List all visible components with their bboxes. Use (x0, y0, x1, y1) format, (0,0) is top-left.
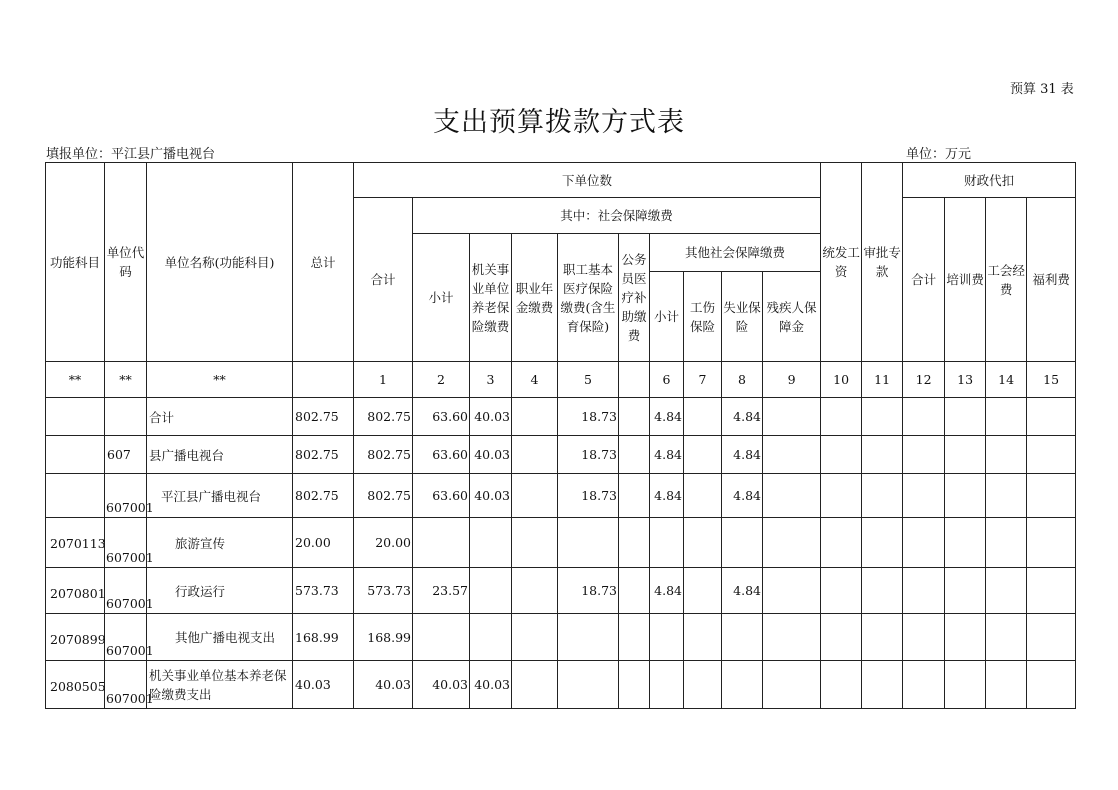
unified-wage-value (821, 474, 862, 518)
header-other-subtotal: 小计 (650, 272, 684, 362)
civil-medical-value (619, 568, 650, 614)
table-row (46, 614, 1076, 661)
union-value (986, 398, 1027, 436)
col-number: ** (105, 362, 147, 398)
func-code (46, 474, 105, 518)
table-row (46, 568, 1076, 614)
header-total: 总计 (293, 163, 354, 362)
col-number: 5 (558, 362, 619, 398)
disabled-value (763, 436, 821, 474)
header-welfare: 福利费 (1027, 198, 1076, 362)
training-value (945, 436, 986, 474)
total-value: 168.99 (293, 614, 354, 661)
col-number: ** (147, 362, 293, 398)
special-approval-value (862, 474, 903, 518)
unit-name: 机关事业单位基本养老保险缴费支出 (147, 661, 293, 709)
training-value (945, 474, 986, 518)
special-approval-value (862, 518, 903, 568)
col-number (619, 362, 650, 398)
subtotal-value (413, 518, 470, 568)
unemployment-value: 4.84 (722, 474, 763, 518)
header-other-social: 其他社会保障缴费 (650, 234, 821, 272)
training-value (945, 398, 986, 436)
func-code: 2080505 (46, 661, 105, 709)
training-value (945, 661, 986, 709)
page-title: 支出预算拨款方式表 (433, 107, 685, 138)
unit-code: 607001 (105, 614, 147, 661)
reporting-unit: 填报单位：平江县广播电视台 (46, 147, 216, 162)
header-injury: 工伤保险 (684, 272, 722, 362)
union-value (986, 474, 1027, 518)
other-subtotal-value: 4.84 (650, 568, 684, 614)
header-special-approval: 审批专款 (862, 163, 903, 362)
unit-code: 607001 (105, 661, 147, 709)
header-lower-units: 下单位数 (354, 163, 821, 198)
total-value: 573.73 (293, 568, 354, 614)
col-number: 1 (354, 362, 413, 398)
unit-name: 合计 (147, 398, 293, 436)
func-code: 2070801 (46, 568, 105, 614)
unemployment-value: 4.84 (722, 398, 763, 436)
col-number: ** (46, 362, 105, 398)
total-value: 40.03 (293, 661, 354, 709)
unit-name: 平江县广播电视台 (147, 474, 293, 518)
subtotal-value: 63.60 (413, 436, 470, 474)
pension-value: 40.03 (470, 661, 512, 709)
lower-total-value: 168.99 (354, 614, 413, 661)
training-value (945, 568, 986, 614)
table-row (46, 436, 1076, 474)
unit-name: 旅游宣传 (147, 518, 293, 568)
budget-table (45, 162, 1076, 709)
pension-value (470, 568, 512, 614)
subtotal-value: 63.60 (413, 398, 470, 436)
fiscal-total-value (903, 518, 945, 568)
medical-value (558, 661, 619, 709)
pension-value (470, 614, 512, 661)
annuity-value (512, 436, 558, 474)
func-code: 2070113 (46, 518, 105, 568)
func-code (46, 398, 105, 436)
union-value (986, 518, 1027, 568)
special-approval-value (862, 398, 903, 436)
header-social-security: 其中：社会保障缴费 (413, 198, 821, 234)
col-number: 8 (722, 362, 763, 398)
subtotal-value (413, 614, 470, 661)
annuity-value (512, 568, 558, 614)
table-row (46, 398, 1076, 436)
header-unified-wage: 统发工资 (821, 163, 862, 362)
lower-total-value: 802.75 (354, 436, 413, 474)
unit-code: 607001 (105, 474, 147, 518)
injury-value (684, 398, 722, 436)
header-occupational-annuity: 职业年金缴费 (512, 234, 558, 362)
lower-total-value: 40.03 (354, 661, 413, 709)
unified-wage-value (821, 661, 862, 709)
welfare-value (1027, 614, 1076, 661)
table-header (46, 163, 1076, 398)
subtotal-value: 63.60 (413, 474, 470, 518)
pension-value: 40.03 (470, 398, 512, 436)
welfare-value (1027, 398, 1076, 436)
special-approval-value (862, 614, 903, 661)
col-number: 13 (945, 362, 986, 398)
annuity-value (512, 474, 558, 518)
injury-value (684, 568, 722, 614)
disabled-value (763, 518, 821, 568)
lower-total-value: 802.75 (354, 474, 413, 518)
col-number: 10 (821, 362, 862, 398)
fiscal-total-value (903, 614, 945, 661)
pension-value: 40.03 (470, 436, 512, 474)
lower-total-value: 20.00 (354, 518, 413, 568)
civil-medical-value (619, 518, 650, 568)
col-number: 9 (763, 362, 821, 398)
special-approval-value (862, 568, 903, 614)
medical-value: 18.73 (558, 474, 619, 518)
col-number: 15 (1027, 362, 1076, 398)
col-number: 2 (413, 362, 470, 398)
func-code (46, 436, 105, 474)
annuity-value (512, 661, 558, 709)
medical-value (558, 518, 619, 568)
union-value (986, 614, 1027, 661)
welfare-value (1027, 661, 1076, 709)
injury-value (684, 614, 722, 661)
other-subtotal-value: 4.84 (650, 398, 684, 436)
fiscal-total-value (903, 661, 945, 709)
welfare-value (1027, 568, 1076, 614)
pension-value (470, 518, 512, 568)
subtotal-value: 40.03 (413, 661, 470, 709)
disabled-value (763, 398, 821, 436)
header-union: 工会经费 (986, 198, 1027, 362)
unemployment-value: 4.84 (722, 568, 763, 614)
header-lower-total: 合计 (354, 198, 413, 362)
annuity-value (512, 614, 558, 661)
other-subtotal-value (650, 518, 684, 568)
header-civil-medical: 公务员医疗补助缴费 (619, 234, 650, 362)
pension-value: 40.03 (470, 474, 512, 518)
unemployment-value (722, 661, 763, 709)
table-number: 预算 31 表 (1010, 82, 1074, 97)
unit-code (105, 398, 147, 436)
header-training: 培训费 (945, 198, 986, 362)
training-value (945, 614, 986, 661)
header-unit-name: 单位名称(功能科目) (147, 163, 293, 362)
table-row (46, 661, 1076, 709)
civil-medical-value (619, 614, 650, 661)
unified-wage-value (821, 568, 862, 614)
injury-value (684, 661, 722, 709)
injury-value (684, 474, 722, 518)
unit-code: 607001 (105, 518, 147, 568)
total-value: 802.75 (293, 474, 354, 518)
medical-value: 18.73 (558, 436, 619, 474)
total-value: 802.75 (293, 398, 354, 436)
col-number: 11 (862, 362, 903, 398)
unemployment-value (722, 614, 763, 661)
welfare-value (1027, 518, 1076, 568)
annuity-value (512, 398, 558, 436)
subtotal-value: 23.57 (413, 568, 470, 614)
injury-value (684, 518, 722, 568)
total-value: 20.00 (293, 518, 354, 568)
func-code: 2070899 (46, 614, 105, 661)
union-value (986, 568, 1027, 614)
header-func: 功能科目 (46, 163, 105, 362)
header-org-pension: 机关事业单位养老保险缴费 (470, 234, 512, 362)
civil-medical-value (619, 398, 650, 436)
training-value (945, 518, 986, 568)
header-medical: 职工基本医疗保险缴费(含生育保险) (558, 234, 619, 362)
unified-wage-value (821, 436, 862, 474)
col-number: 14 (986, 362, 1027, 398)
medical-value: 18.73 (558, 568, 619, 614)
col-number: 7 (684, 362, 722, 398)
unit-code: 607001 (105, 568, 147, 614)
header-unemployment: 失业保险 (722, 272, 763, 362)
disabled-value (763, 568, 821, 614)
col-number: 12 (903, 362, 945, 398)
other-subtotal-value: 4.84 (650, 474, 684, 518)
union-value (986, 436, 1027, 474)
unemployment-value: 4.84 (722, 436, 763, 474)
header-disabled: 残疾人保障金 (763, 272, 821, 362)
medical-value (558, 614, 619, 661)
unified-wage-value (821, 518, 862, 568)
welfare-value (1027, 474, 1076, 518)
column-number-row (46, 362, 1076, 398)
currency-unit: 单位：万元 (906, 147, 972, 162)
unified-wage-value (821, 398, 862, 436)
civil-medical-value (619, 474, 650, 518)
table-row (46, 518, 1076, 568)
header-fiscal-total: 合计 (903, 198, 945, 362)
col-number: 4 (512, 362, 558, 398)
unit-name: 县广播电视台 (147, 436, 293, 474)
fiscal-total-value (903, 398, 945, 436)
civil-medical-value (619, 436, 650, 474)
lower-total-value: 802.75 (354, 398, 413, 436)
special-approval-value (862, 436, 903, 474)
col-number (293, 362, 354, 398)
special-approval-value (862, 661, 903, 709)
table-row (46, 474, 1076, 518)
unemployment-value (722, 518, 763, 568)
header-fiscal-deduct: 财政代扣 (903, 163, 1076, 198)
header-unit-code: 单位代码 (105, 163, 147, 362)
civil-medical-value (619, 661, 650, 709)
fiscal-total-value (903, 568, 945, 614)
welfare-value (1027, 436, 1076, 474)
unit-name: 行政运行 (147, 568, 293, 614)
injury-value (684, 436, 722, 474)
unit-name: 其他广播电视支出 (147, 614, 293, 661)
fiscal-total-value (903, 436, 945, 474)
other-subtotal-value: 4.84 (650, 436, 684, 474)
header-subtotal: 小计 (413, 234, 470, 362)
other-subtotal-value (650, 661, 684, 709)
medical-value: 18.73 (558, 398, 619, 436)
lower-total-value: 573.73 (354, 568, 413, 614)
fiscal-total-value (903, 474, 945, 518)
union-value (986, 661, 1027, 709)
unit-code: 607 (105, 436, 147, 474)
col-number: 3 (470, 362, 512, 398)
disabled-value (763, 661, 821, 709)
disabled-value (763, 614, 821, 661)
col-number: 6 (650, 362, 684, 398)
annuity-value (512, 518, 558, 568)
unified-wage-value (821, 614, 862, 661)
other-subtotal-value (650, 614, 684, 661)
total-value: 802.75 (293, 436, 354, 474)
disabled-value (763, 474, 821, 518)
